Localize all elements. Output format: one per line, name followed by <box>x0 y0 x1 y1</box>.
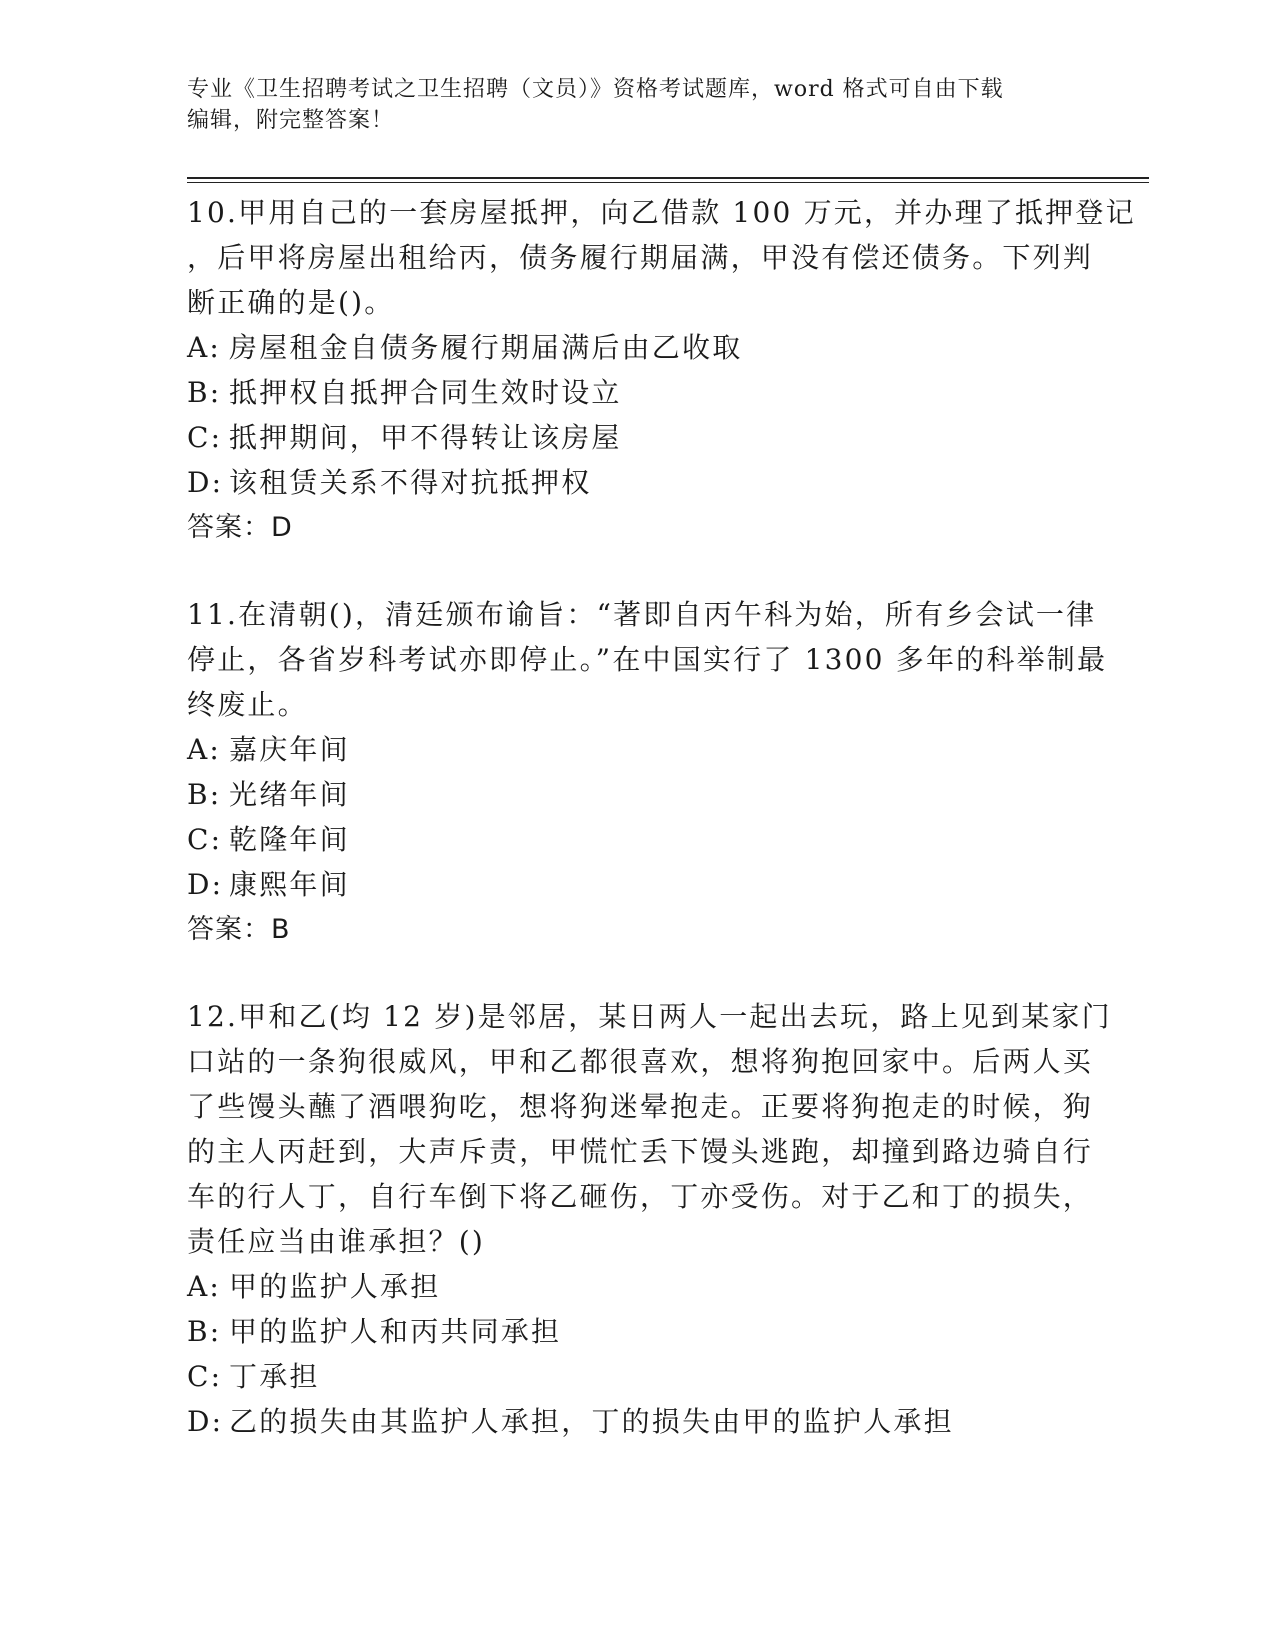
question-stem-line: ，后甲将房屋出租给丙，债务履行期届满，甲没有偿还债务。下列判 <box>187 241 1094 274</box>
option-c <box>187 817 1087 862</box>
option-key: A: <box>187 331 222 364</box>
option-key: D: <box>187 1405 224 1438</box>
header-divider-thick <box>187 177 1149 179</box>
question-10 <box>187 190 1136 550</box>
option-key: C: <box>187 421 223 454</box>
question-stem-line: 停止，各省岁科考试亦即停止。”在中国实行了 1300 多年的科举制最 <box>187 643 1108 676</box>
question-stem-line: 断正确的是()。 <box>187 286 395 319</box>
option-c <box>187 1354 1087 1399</box>
question-stem-line: 车的行人丁，自行车倒下将乙砸伤，丁亦受伤。对于乙和丁的损失， <box>187 1180 1094 1213</box>
option-text: 该租赁关系不得对抗抵押权 <box>229 466 592 499</box>
option-key: A: <box>187 1270 222 1303</box>
option-b <box>187 370 1087 415</box>
option-text: 乙的损失由其监护人承担，丁的损失由甲的监护人承担 <box>229 1405 954 1438</box>
option-key: B: <box>187 778 222 811</box>
answer-line: 答案：B <box>187 914 291 945</box>
option-d <box>187 1399 1087 1444</box>
option-d <box>187 862 1087 907</box>
header-divider-thin <box>187 182 1149 183</box>
option-text: 抵押权自抵押合同生效时设立 <box>229 376 622 409</box>
header-line-1: 专业《卫生招聘考试之卫生招聘（文员）》资格考试题库，word 格式可自由下载 <box>187 77 1004 102</box>
question-stem-line: 11.在清朝()，清廷颁布谕旨：“著即自丙午科为始，所有乡会试一律 <box>187 598 1097 631</box>
question-stem-line: 了些馒头蘸了酒喂狗吃，想将狗迷晕抱走。正要将狗抱走的时候，狗 <box>187 1090 1094 1123</box>
option-text: 丁承担 <box>229 1360 320 1393</box>
option-d <box>187 460 1087 505</box>
question-stem-line: 的主人丙赶到，大声斥责，甲慌忙丢下馒头逃跑，却撞到路边骑自行 <box>187 1135 1094 1168</box>
option-text: 甲的监护人承担 <box>229 1270 441 1303</box>
option-key: B: <box>187 376 222 409</box>
option-text: 房屋租金自债务履行期届满后由乙收取 <box>229 331 743 364</box>
option-key: D: <box>187 466 224 499</box>
option-key: D: <box>187 868 224 901</box>
question-spacer <box>187 952 1087 994</box>
option-b <box>187 1309 1087 1354</box>
option-c <box>187 415 1087 460</box>
document-header <box>187 74 1067 136</box>
option-key: A: <box>187 733 222 766</box>
option-a <box>187 727 1087 772</box>
option-text: 乾隆年间 <box>229 823 350 856</box>
question-stem-line: 责任应当由谁承担？() <box>187 1225 486 1258</box>
question-spacer <box>187 550 1087 592</box>
option-key: C: <box>187 823 223 856</box>
option-text: 甲的监护人和丙共同承担 <box>229 1315 562 1348</box>
question-stem-line: 终废止。 <box>187 688 308 721</box>
option-text: 抵押期间，甲不得转让该房屋 <box>229 421 622 454</box>
question-stem-line: 12.甲和乙(均 12 岁)是邻居，某日两人一起出去玩，路上见到某家门 <box>187 1000 1112 1033</box>
question-stem-line: 口站的一条狗很威风，甲和乙都很喜欢，想将狗抱回家中。后两人买 <box>187 1045 1094 1078</box>
option-text: 光绪年间 <box>229 778 350 811</box>
answer-line: 答案：D <box>187 512 293 543</box>
question-12 <box>187 994 1112 1444</box>
option-key: C: <box>187 1360 223 1393</box>
question-11 <box>187 592 1108 952</box>
question-stem-line: 10.甲用自己的一套房屋抵押，向乙借款 100 万元，并办理了抵押登记 <box>187 196 1136 229</box>
option-text: 康熙年间 <box>229 868 350 901</box>
option-b <box>187 772 1087 817</box>
option-a <box>187 325 1087 370</box>
header-line-2: 编辑，附完整答案！ <box>187 108 395 133</box>
option-key: B: <box>187 1315 222 1348</box>
question-list <box>187 190 1136 1444</box>
option-text: 嘉庆年间 <box>229 733 350 766</box>
option-a <box>187 1264 1087 1309</box>
